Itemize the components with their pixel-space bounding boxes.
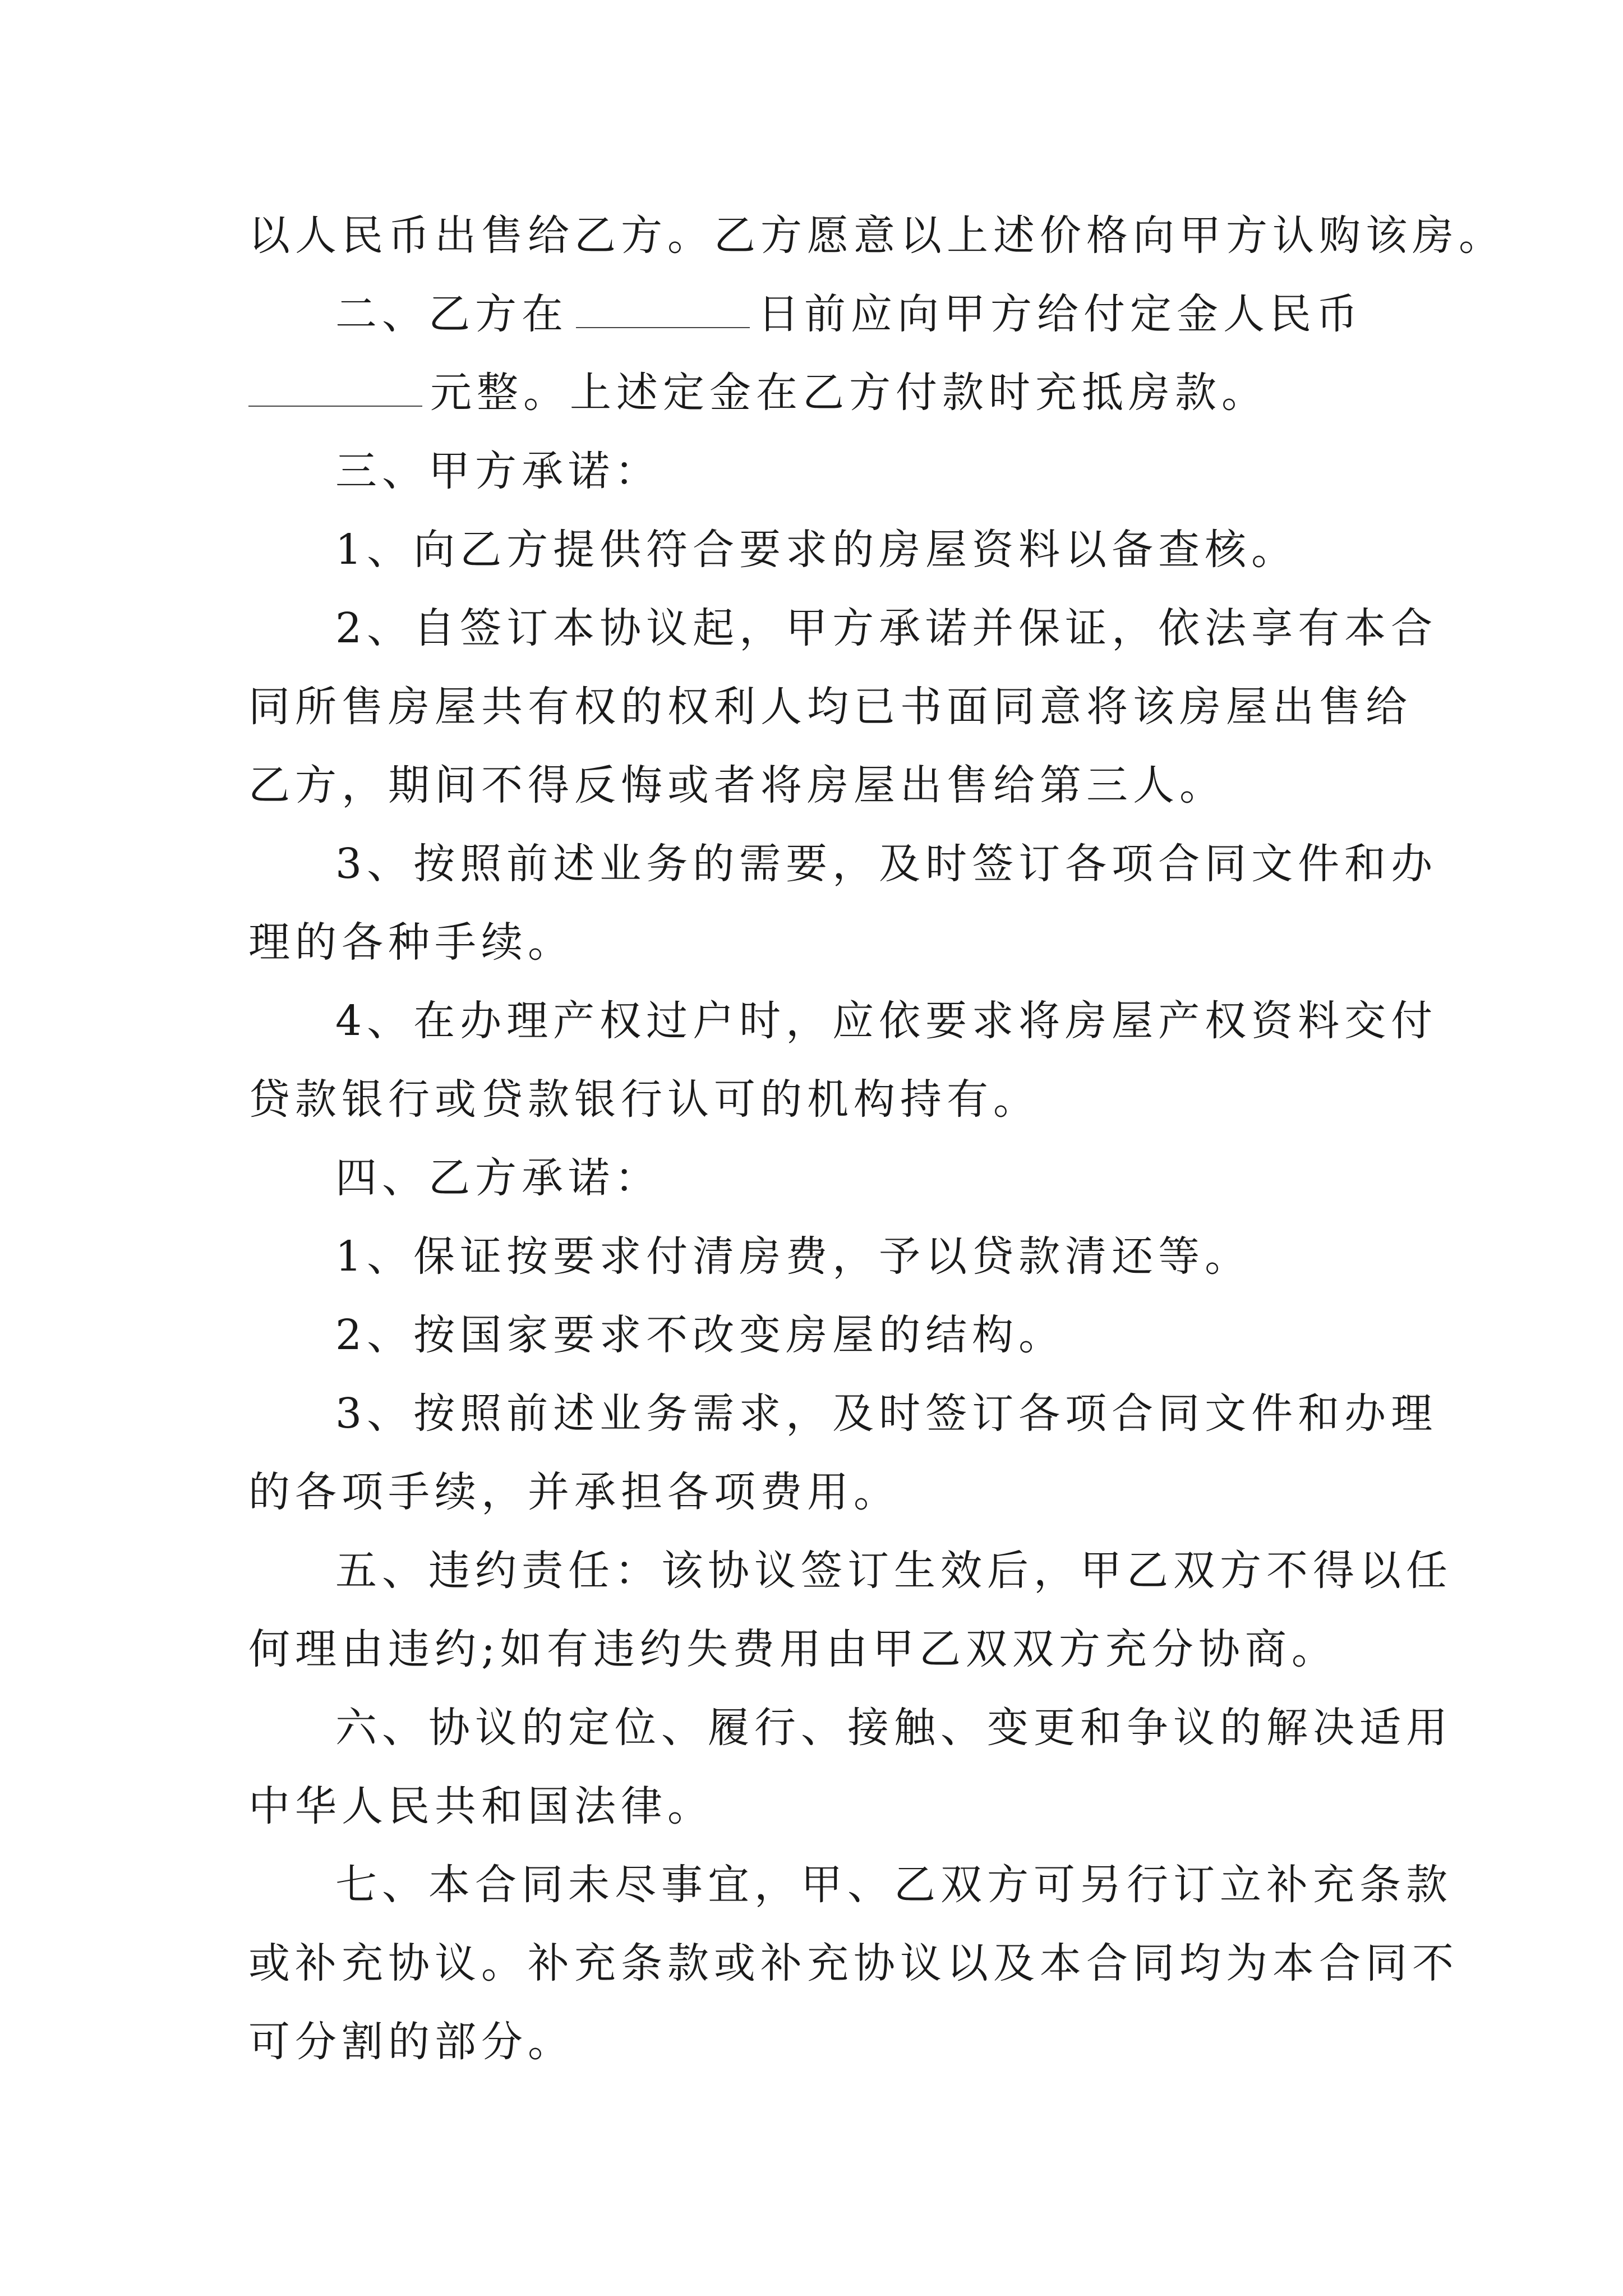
text-line: 二、乙方在 日前应向甲方给付定金人民币 [335,290,1363,338]
text-line: 同所售房屋共有权的权利人均已书面同意将该房屋出售给 [248,683,1412,731]
amount-blank [248,372,422,407]
text-line: 以人民币出售给乙方。乙方愿意以上述价格向甲方认购该房。 [248,211,1505,260]
text-line: 元整。上述定金在乙方付款时充抵房款。 [248,365,1268,421]
text-line: 六、协议的定位、履行、接触、变更和争议的解决适用 [335,1704,1453,1752]
text-line: 2、自签订本协议起，甲方承诺并保证，依法享有本合 [335,604,1438,652]
text-line: 乙方，期间不得反悔或者将房屋出售给第三人。 [248,761,1226,809]
text-line: 3、按照前述业务需求，及时签订各项合同文件和办理 [335,1389,1438,1438]
text-line: 的各项手续，并承担各项费用。 [248,1468,900,1516]
text-line: 何理由违约;如有违约失费用由甲乙双双方充分协商。 [248,1625,1338,1673]
text-line: 或补充协议。补充条款或补充协议以及本合同均为本合同不 [248,1939,1459,1987]
text-line: 理的各种手续。 [248,918,574,967]
date-blank [576,293,750,328]
text-line: 1、向乙方提供符合要求的房屋资料以备查核。 [335,526,1298,574]
text-line: 1、保证按要求付清房费，予以贷款清还等。 [335,1232,1252,1281]
text-line: 2、按国家要求不改变房屋的结构。 [335,1311,1066,1359]
text-line: 五、违约责任：该协议签订生效后，甲乙双方不得以任 [335,1547,1453,1595]
section-heading: 四、乙方承诺： [335,1154,661,1202]
text-line: 贷款银行或贷款银行认可的机构持有。 [248,1075,1040,1124]
text-line: 七、本合同未尽事宜，甲、乙双方可另行订立补充条款 [335,1861,1453,1909]
text-line: 4、在办理产权过户时，应依要求将房屋产权资料交付 [335,997,1438,1045]
text-line: 中华人民共和国法律。 [248,1782,714,1830]
text-line: 3、按照前述业务的需要，及时签订各项合同文件和办 [335,840,1438,888]
section-heading: 三、甲方承诺： [335,447,661,495]
text-line: 可分割的部分。 [248,2018,574,2066]
